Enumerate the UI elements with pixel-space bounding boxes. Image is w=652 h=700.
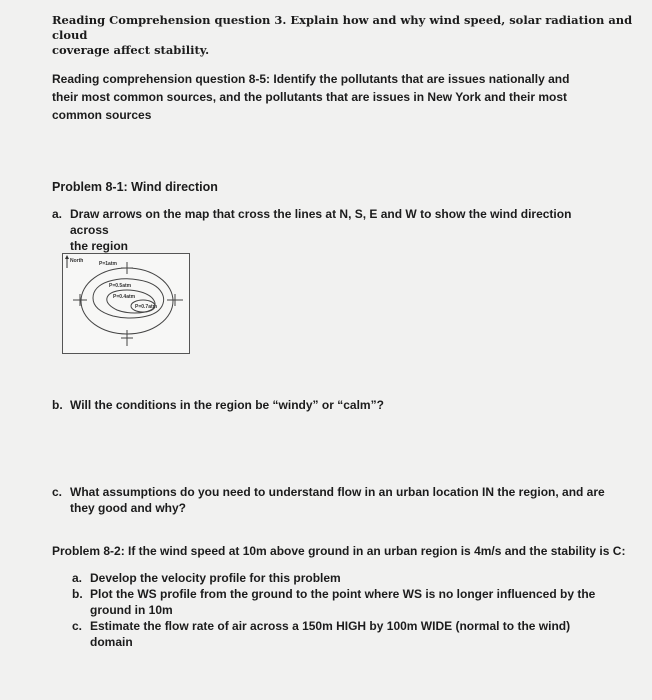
- rc85-question: [52, 70, 642, 124]
- rc85-line-1: Reading comprehension question 8-5: Identify the pollutants that are issues nationally and: [52, 72, 570, 86]
- part-c-line-1: What assumptions do you need to understand flow in an urban location IN the region, and are: [70, 485, 605, 499]
- map-p4-label: P=0.7atm: [135, 304, 158, 310]
- p82-part-a-text: Develop the velocity profile for this problem: [90, 571, 341, 585]
- problem-8-1-part-c: [52, 484, 612, 516]
- problem-8-1-part-b: [52, 397, 612, 413]
- pressure-map-drawing: [63, 254, 189, 353]
- rc85-line-2: their most common sources, and the pollutants that are issues in New York and their most: [52, 90, 567, 104]
- part-c-text: [70, 484, 605, 516]
- list-marker: a.: [72, 571, 83, 585]
- problem-8-2-part-c: [72, 618, 612, 650]
- north-arrow-head-icon: [65, 255, 69, 259]
- map-p1-label: P=1atm: [99, 261, 117, 267]
- rc85-line-3: common sources: [52, 108, 152, 122]
- map-north-label: North: [70, 258, 84, 264]
- list-marker: b.: [72, 587, 83, 601]
- problem-8-1-title: Problem 8-1: Wind direction: [52, 180, 218, 194]
- map-p3-label: P=0.4atm: [113, 294, 136, 300]
- list-marker: a.: [52, 207, 63, 221]
- p82-part-c-text: [90, 618, 570, 650]
- part-a-line-2: the region: [70, 239, 129, 253]
- rc3-line-1: Reading Comprehension question 3. Explain how and why wind speed, solar radiation and cloud: [52, 13, 633, 42]
- list-marker: c.: [72, 619, 83, 633]
- problem-8-1-part-a: [52, 206, 612, 254]
- p82-part-c-line-2: domain: [90, 635, 133, 649]
- part-b-text: Will the conditions in the region be “windy” or “calm”?: [70, 398, 384, 412]
- rc3-question: [52, 13, 642, 58]
- rc3-line-2: coverage affect stability.: [52, 43, 210, 57]
- pressure-map: [62, 253, 190, 354]
- problem-8-2-part-b: [72, 586, 612, 618]
- list-marker: c.: [52, 485, 63, 499]
- list-marker: b.: [52, 398, 63, 412]
- p82-part-b-line-1: Plot the WS profile from the ground to the point where WS is no longer influenced by the: [90, 587, 596, 601]
- isobar-outer: [81, 268, 173, 334]
- problem-8-2-part-a: [72, 570, 612, 586]
- p82-part-b-line-2: ground in 10m: [90, 603, 173, 617]
- part-a-text: [70, 206, 612, 254]
- p82-part-b-text: [90, 586, 595, 618]
- problem-8-2-title: Problem 8-2: If the wind speed at 10m above ground in an urban region is 4m/s and the stability is C:: [52, 544, 626, 558]
- p82-part-c-line-1: Estimate the flow rate of air across a 150m HIGH by 100m WIDE (normal to the wind): [90, 619, 571, 633]
- part-c-line-2: they good and why?: [70, 501, 186, 515]
- part-a-line-1: Draw arrows on the map that cross the lines at N, S, E and W to show the wind direction across: [70, 207, 572, 237]
- map-p2-label: P=0.5atm: [109, 283, 132, 289]
